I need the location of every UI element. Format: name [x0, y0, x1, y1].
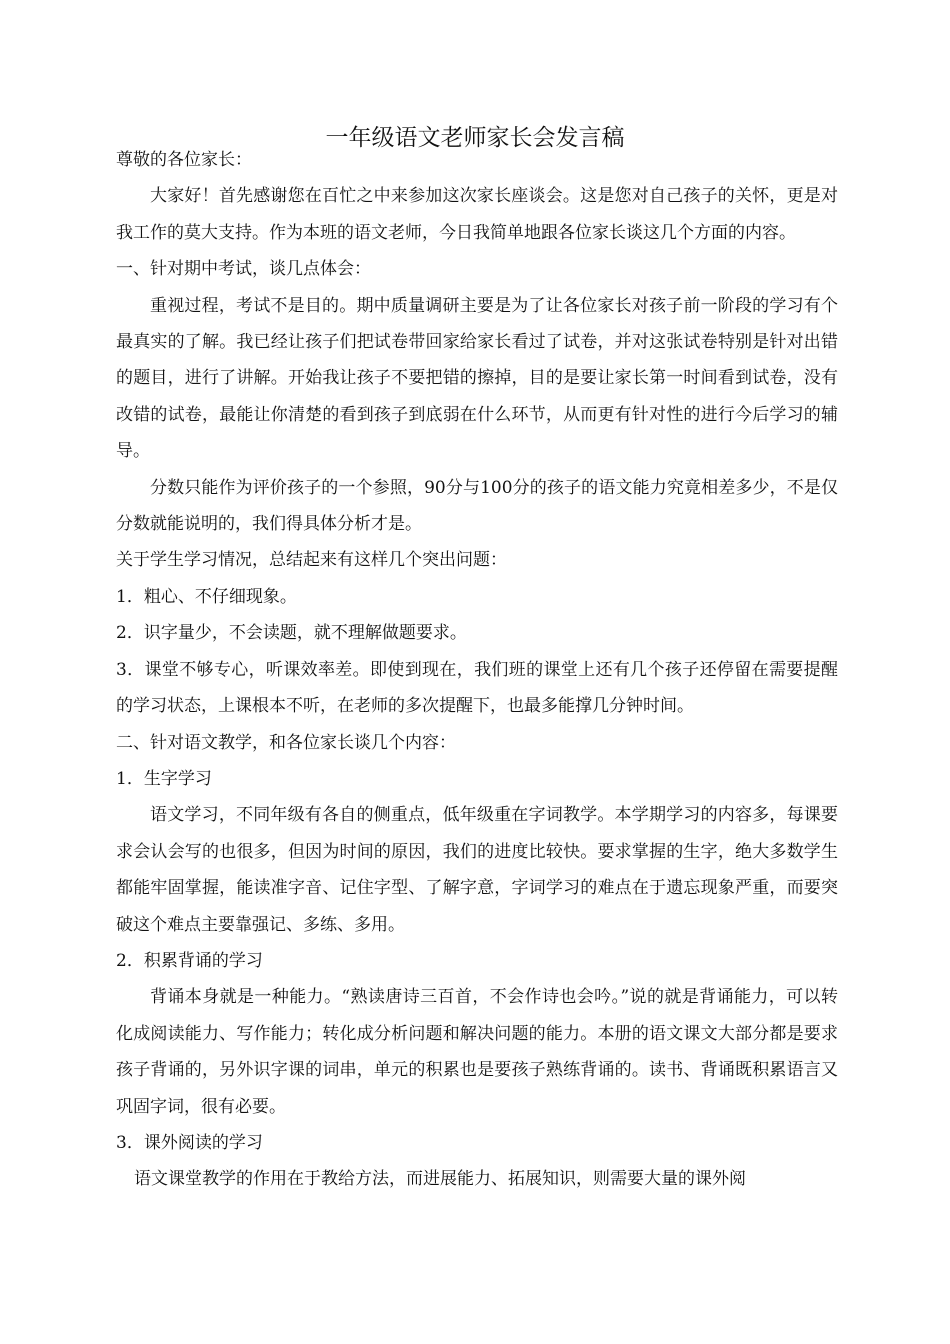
- subsection-heading: 3．课外阅读的学习: [116, 1132, 263, 1153]
- paragraph: 关于学生学习情况，总结起来有这样几个突出问题：: [116, 550, 507, 571]
- list-item: 1．粗心、不仔细现象。: [116, 586, 297, 607]
- document-body: [116, 142, 838, 1198]
- paragraph: 分数只能作为评价孩子的一个参照，90分与100分的孩子的语文能力究竟相差多少，不是仅分数就能说明的，我们得具体分析才是。: [116, 477, 838, 535]
- subsection-heading: 2．积累背诵的学习: [116, 950, 263, 971]
- section-heading: 二、针对语文教学，和各位家长谈几个内容：: [116, 732, 456, 753]
- paragraph: 背诵本身就是一种能力。“熟读唐诗三百首，不会作诗也会吟。”说的就是背诵能力，可以转化成阅读能力、写作能力；转化成分析问题和解决问题的能力。本册的语文课文大部分都是要求孩子背诵的，另外识字课的词串，单元的积累也是要孩子熟练背诵的。读书、背诵既积累语言又巩固字词，很有必要。: [116, 987, 838, 1117]
- salutation: 尊敬的各位家长：: [116, 150, 252, 170]
- paragraph: 语文课堂教学的作用在于教给方法，而进展能力、拓展知识，则需要大量的课外阅: [134, 1169, 746, 1190]
- list-item: 3．课堂不够专心，听课效率差。即使到现在，我们班的课堂上还有几个孩子还停留在需要提醒的学习状态，上课根本不听，在老师的多次提醒下，也最多能撑几分钟时间。: [116, 659, 838, 717]
- paragraph: 大家好！首先感谢您在百忙之中来参加这次家长座谈会。这是您对自己孩子的关怀，更是对我工作的莫大支持。作为本班的语文老师，今日我简单地跟各位家长谈这几个方面的内容。: [116, 186, 838, 243]
- document-title: 一年级语文老师家长会发言稿: [325, 125, 625, 151]
- subsection-heading: 1．生字学习: [116, 768, 212, 789]
- list-item: 2．识字量少，不会读题，就不理解做题要求。: [116, 623, 467, 644]
- paragraph: 语文学习，不同年级有各自的侧重点，低年级重在字词教学。本学期学习的内容多，每课要求会认会写的也很多，但因为时间的原因，我们的进度比较快。要求掌握的生字，绝大多数学生都能牢固掌握，能读准字音、记住字型、了解字意，字词学习的难点在于遗忘现象严重，而要突破这个难点主要靠强记、多练、多用。: [116, 805, 838, 935]
- paragraph: 重视过程，考试不是目的。期中质量调研主要是为了让各位家长对孩子前一阶段的学习有个最真实的了解。我已经让孩子们把试卷带回家给家长看过了试卷，并对这张试卷特别是针对出错的题目，进行了讲解。开始我让孩子不要把错的擦掉，目的是要让家长第一时间看到试卷，没有改错的试卷，最能让你清楚的看到孩子到底弱在什么环节，从而更有针对性的进行今后学习的辅导。: [116, 295, 838, 462]
- section-heading: 一、针对期中考试，谈几点体会：: [116, 259, 371, 280]
